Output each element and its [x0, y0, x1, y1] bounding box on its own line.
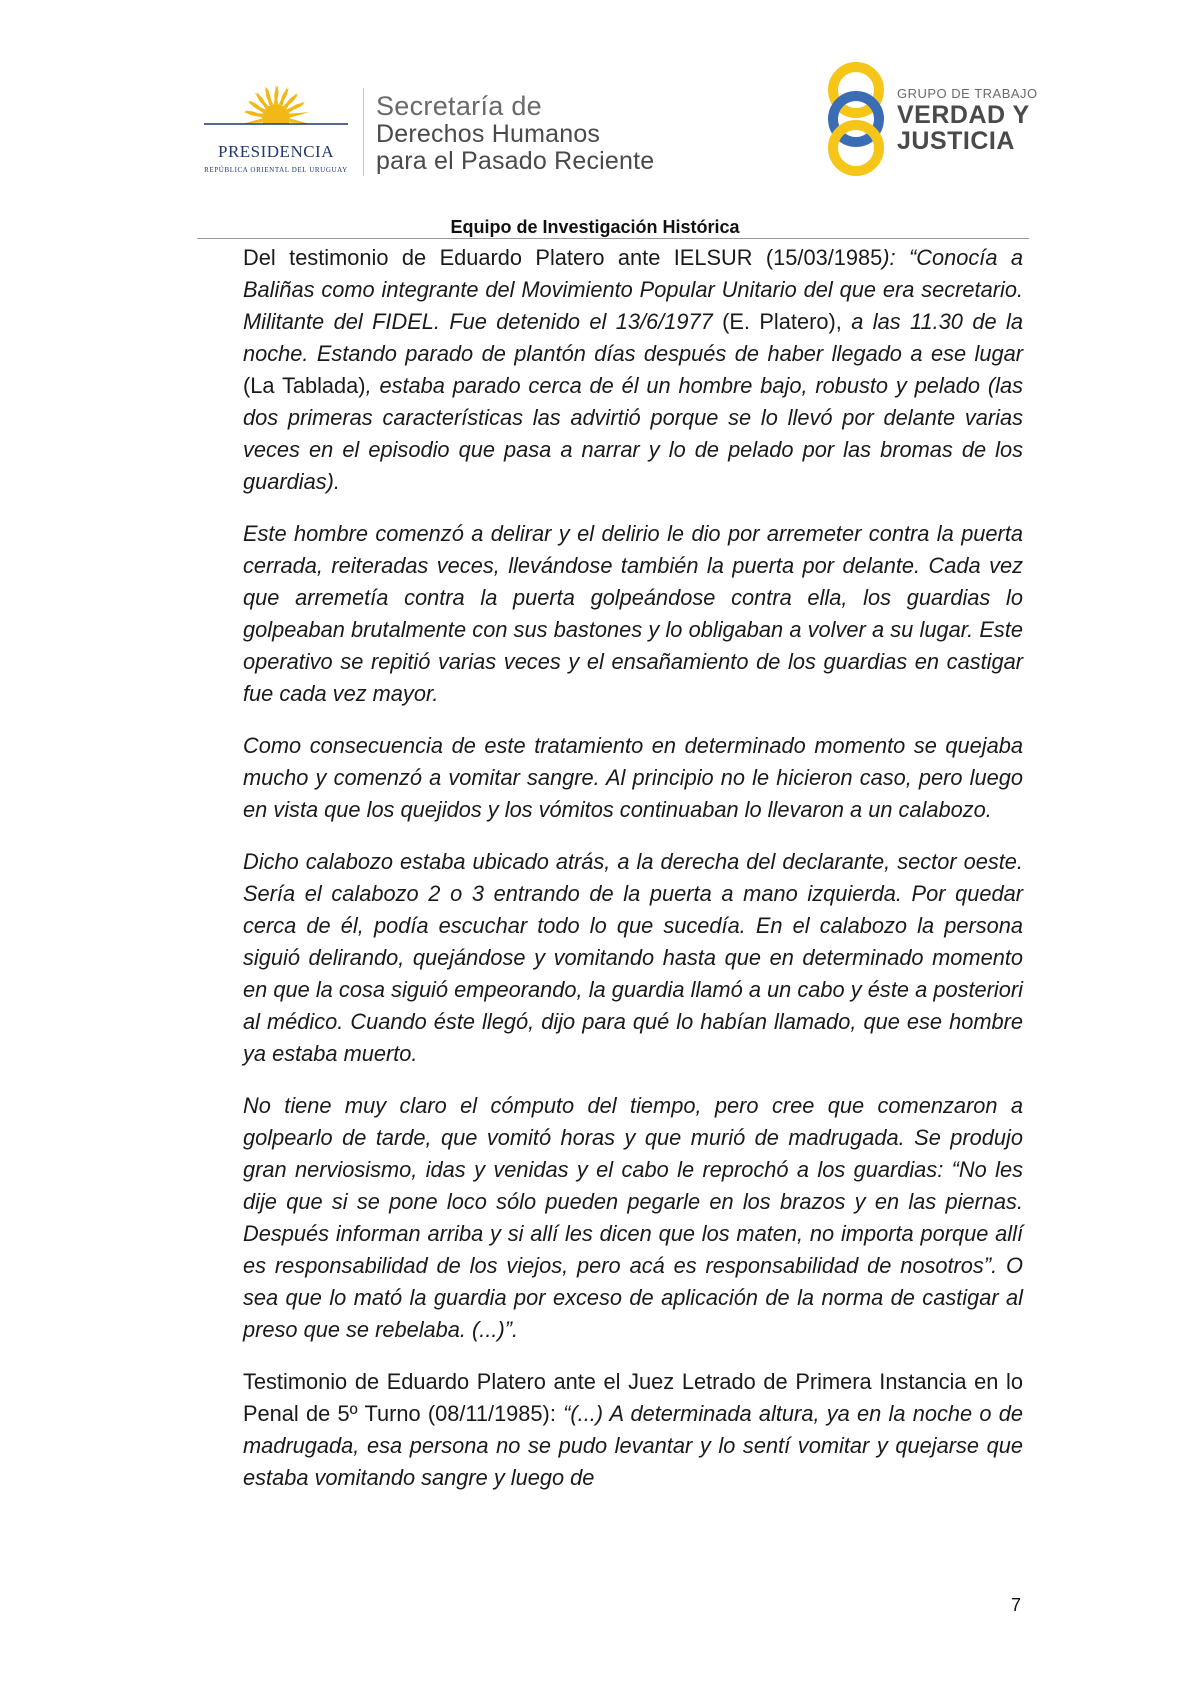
secretaria-line-3: para el Pasado Reciente — [376, 147, 655, 175]
p1-quote-c: , estaba parado cerca de él un hombre bajo, robusto y pelado (las dos primeras características las advirtió porque se lo llevó por delante varias veces en el episodio que pasa a narrar y lo de pelado por las bromas de los guardias). — [243, 373, 1023, 494]
paragraph-3: Como consecuencia de este tratamiento en determinado momento se quejaba mucho y comenzó a vomitar sangre. Al principio no le hicieron caso, pero luego en vista que los quejidos y los vómitos continuaban lo llevaron a un calabozo. — [243, 733, 1023, 822]
p1-text-a: Del testimonio de Eduardo Platero ante IELSUR (15/03/1985 — [243, 245, 883, 270]
document-body — [243, 242, 1023, 1514]
grupo-trabajo-logo — [897, 86, 1038, 154]
paragraph-4: Dicho calabozo estaba ubicado atrás, a la derecha del declarante, sector oeste. Sería el calabozo 2 o 3 entrando de la puerta a mano izquierda. Por quedar cerca de él, podía escuchar todo lo que sucedía. En el calabozo la persona siguió delirando, quejándose y vomitando hasta que en determinado momento en que la cosa siguió empeorando, la guardia llamó a un cabo y éste a posteriori al médico. Cuando éste llegó, dijo para qué lo habían llamado, que ese hombre ya estaba muerto. — [243, 849, 1023, 1066]
p6-text-a: Testimonio de Eduardo Platero ante el Juez Letrado de Primera Instancia en lo Penal de 5º Turno (08/11/1985): — [243, 1369, 1023, 1426]
presidencia-logo — [196, 82, 356, 182]
header-rule — [197, 238, 1029, 239]
logo-divider — [363, 88, 364, 176]
paragraph-2: Este hombre comenzó a delirar y el delirio le dio por arremeter contra la puerta cerrada, reiteradas veces, llevándose también la puerta por delante. Cada vez que arremetía contra la puerta golpeándose contra ella, los guardias lo golpeaban brutalmente con sus bastones y lo obligaban a volver a su lugar. Este operativo se repitió varias veces y el ensañamiento de los guardias en castigar fue cada vez mayor. — [243, 521, 1023, 706]
secretaria-line-2: Derechos Humanos — [376, 120, 601, 148]
page-number: 7 — [1011, 1595, 1022, 1615]
justicia-label: JUSTICIA — [897, 127, 1015, 155]
secretaria-line-1: Secretaría de — [376, 91, 542, 121]
verdad-label: VERDAD Y — [897, 101, 1030, 129]
sun-icon — [196, 82, 356, 144]
presidencia-wordmark: PRESIDENCIA — [217, 142, 334, 161]
secretaria-logo — [376, 92, 654, 175]
grupo-trabajo-label: GRUPO DE TRABAJO — [897, 86, 1038, 101]
p1-text-c: (E. Platero), — [712, 309, 852, 334]
paragraph-5: No tiene muy claro el cómputo del tiempo, pero cree que comenzaron a golpearlo de tarde, que vomitó horas y que murió de madrugada. Se produjo gran nerviosismo, idas y venidas y el cabo le reprochó a los guardias: “No les dije que si se pone loco sólo pueden pegarle en los brazos y en las piernas. Después informan arriba y si allí les dicen que los maten, no importa porque allí es responsabilidad de los viejos, pero acá es responsabilidad de nosotros”. O sea que lo mató la guardia por exceso de aplicación de la norma de castigar al preso que se rebelaba. (...)”. — [243, 1093, 1023, 1342]
team-title: Equipo de Investigación Histórica — [450, 217, 740, 237]
p1-quote-b: a las 11.30 de la noche. Estando parado de plantón días después de haber llegado a ese lugar — [243, 309, 1023, 366]
p1-quote-a: ): “Conocía a Baliñas como integrante del Movimiento Popular Unitario del que era secretario. Militante del FIDEL. Fue detenido el 13/6/1977 — [243, 245, 1023, 334]
paragraph-6 — [243, 1366, 1023, 1494]
paragraph-1 — [243, 242, 1023, 498]
p1-text-e: (La Tablada) — [243, 373, 366, 398]
presidencia-subtitle: REPÚBLICA ORIENTAL DEL URUGUAY — [204, 166, 348, 174]
p6-quote: “(...) A determinada altura, ya en la noche o de madrugada, esa persona no se pudo levantar y lo sentí vomitar y quejarse que estaba vomitando sangre y luego de — [243, 1401, 1023, 1490]
page-header — [0, 0, 1190, 215]
